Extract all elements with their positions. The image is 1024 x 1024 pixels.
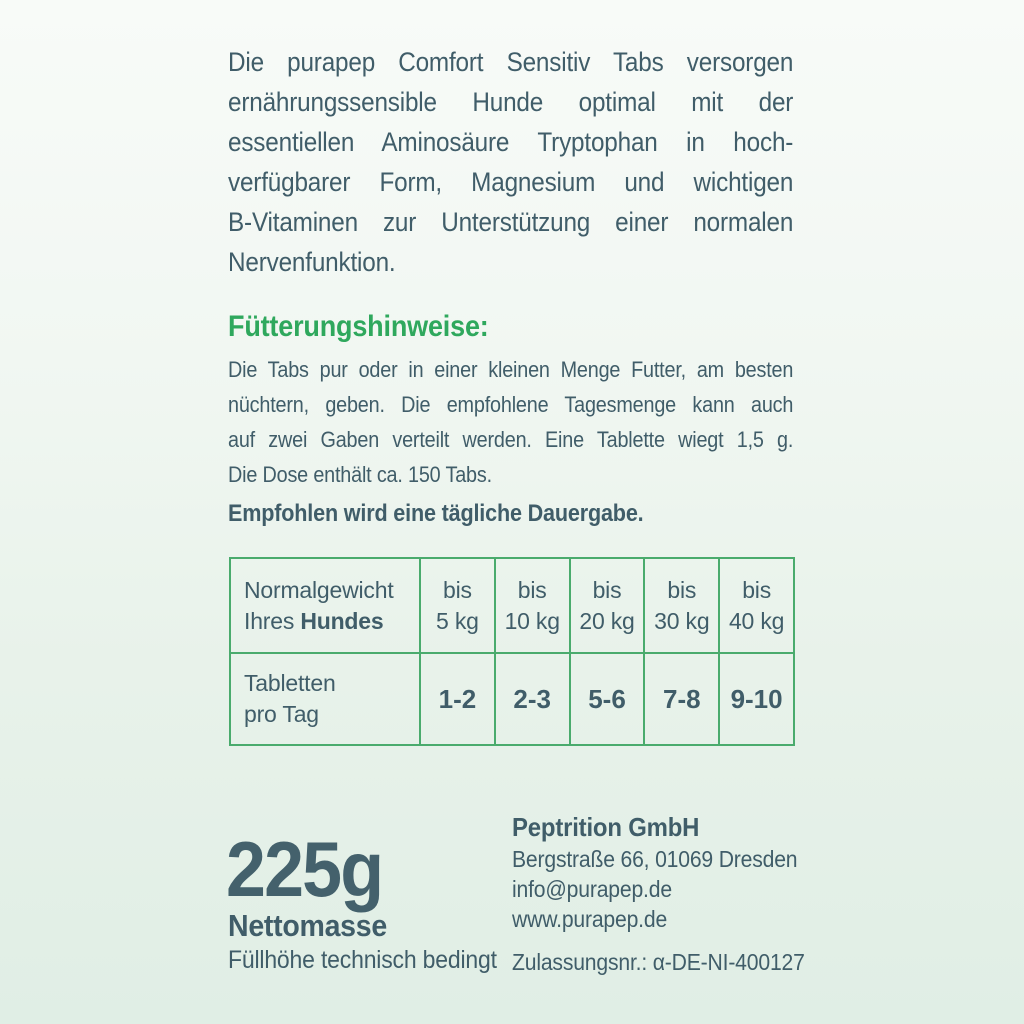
manufacturer-website: www.purapep.de [512, 906, 668, 932]
table-row-label-line2: pro Tag [244, 701, 319, 727]
net-mass-label: Nettomasse [228, 908, 387, 943]
dose-cell: 1-2 [420, 653, 495, 745]
feeding-instructions-line: nüchtern, geben. Die empfohlene Tagesmenge kann auch [228, 392, 794, 417]
table-row-label-line1: Tabletten [244, 670, 336, 696]
manufacturer-email: info@purapep.de [512, 876, 672, 902]
table-header-weight-cell [719, 558, 794, 653]
weight-label: 30 kg [654, 607, 710, 634]
manufacturer-block [512, 810, 830, 977]
dose-cell: 5-6 [570, 653, 645, 745]
feeding-instructions [228, 352, 856, 492]
weight-label: 20 kg [579, 607, 635, 634]
weight-label: 40 kg [728, 607, 785, 634]
feeding-note: Empfohlen wird eine tägliche Dauergabe. [228, 500, 644, 527]
feeding-instructions-line: Die Dose enthält ca. 150 Tabs. [228, 462, 492, 487]
bis-label: bis [592, 576, 622, 603]
table-header-label-line1: Normalgewicht [244, 576, 394, 603]
table-header-weight-cell [420, 558, 495, 653]
dose-cell: 2-3 [495, 653, 570, 745]
intro-paragraph [228, 42, 856, 282]
bis-label: bis [517, 576, 547, 603]
feeding-instructions-line: auf zwei Gaben verteilt werden. Eine Tablette wiegt 1,5 g. [228, 427, 794, 452]
feeding-note-wrap [228, 499, 856, 529]
net-mass-value: 225g [226, 825, 383, 913]
dose-cell: 7-8 [644, 653, 719, 745]
intro-line: essentiellen Aminosäure Tryptophan in hoch- [228, 127, 794, 157]
intro-line: Die purapep Comfort Sensitiv Tabs versorgen [228, 47, 794, 77]
feeding-heading: Fütterungshinweise: [228, 310, 489, 343]
feeding-heading-wrap [228, 309, 856, 345]
dose-cell: 9-10 [719, 653, 794, 745]
fill-height-note: Füllhöhe technisch bedingt [228, 946, 497, 974]
table-header-weight-cell [644, 558, 719, 653]
bis-label: bis [742, 576, 771, 603]
weight-label: 5 kg [436, 607, 479, 634]
manufacturer-name: Peptrition GmbH [512, 812, 700, 842]
weight-label: 10 kg [504, 607, 560, 634]
intro-line: Nervenfunktion. [228, 247, 396, 277]
bis-label: bis [667, 576, 697, 603]
intro-line: ernährungssensible Hunde optimal mit der [228, 87, 794, 117]
table-header-weight-cell [570, 558, 645, 653]
feeding-instructions-line: Die Tabs pur oder in einer kleinen Menge Futter, am besten [228, 357, 794, 382]
table-header-label-line2: Ihres Hundes [244, 607, 384, 634]
manufacturer-address: Bergstraße 66, 01069 Dresden [512, 846, 798, 872]
bis-label: bis [442, 576, 472, 603]
intro-line: verfügbarer Form, Magnesium und wichtigen [228, 167, 794, 197]
table-row-label-cell [230, 653, 420, 745]
intro-line: B-Vitaminen zur Unterstützung einer normalen [228, 207, 794, 237]
approval-number: Zulassungsnr.: α-DE-NI-400127 [512, 949, 805, 975]
table-header-label-cell [230, 558, 420, 653]
dosage-table [229, 557, 795, 746]
table-header-weight-cell [495, 558, 570, 653]
